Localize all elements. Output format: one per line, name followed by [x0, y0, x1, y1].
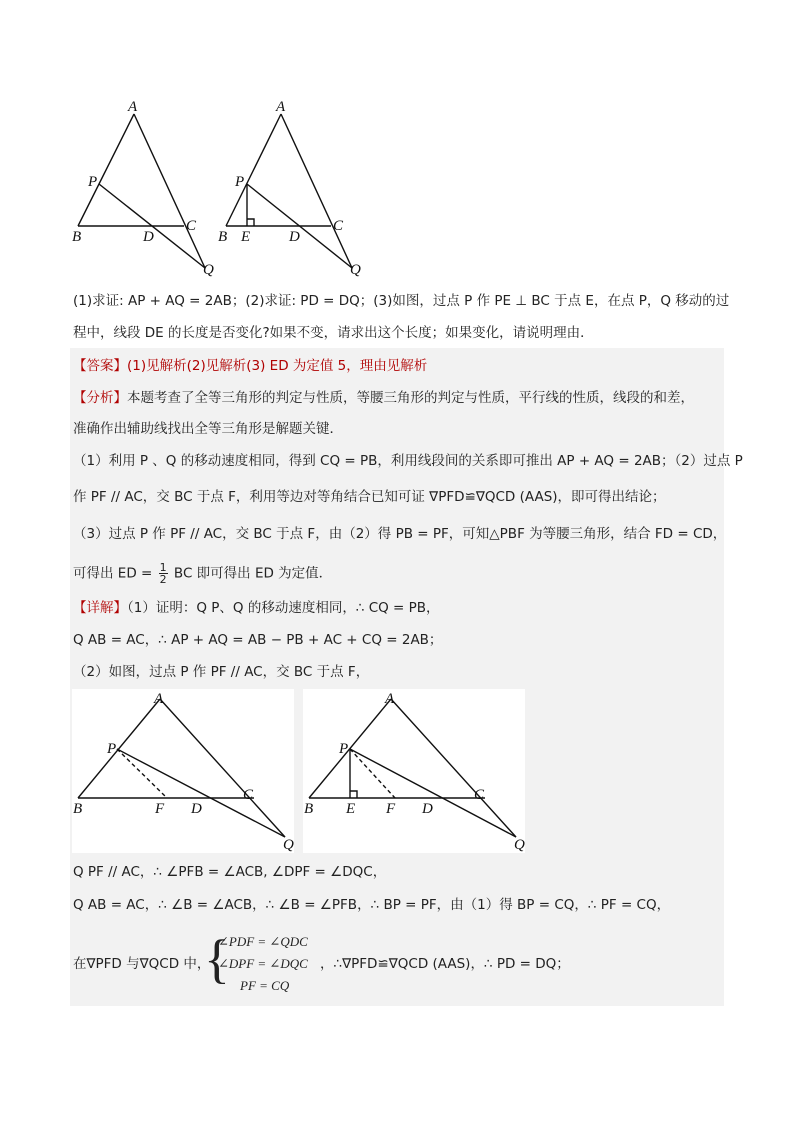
detail-line-6a: 在∇PFD 与∇QCD 中，: [73, 956, 211, 972]
system-eq-1: ∠PDF = ∠QDC: [218, 934, 308, 949]
segment-AQ: [391, 699, 516, 837]
segment-AQ: [160, 699, 285, 837]
analysis-tag: 【分析】: [73, 390, 127, 406]
triangle-diagram-3: [72, 689, 294, 853]
label-B: B: [218, 229, 228, 245]
label-C: C: [186, 218, 197, 234]
analysis-line-6: [73, 562, 332, 585]
label-C: C: [243, 787, 254, 803]
segment-PF-dashed: [117, 749, 167, 798]
analysis-text-1: 本题考查了全等三角形的判定与性质，等腰三角形的判定与性质，平行线的性质，线段的和差，: [127, 390, 694, 406]
label-P: P: [107, 741, 117, 757]
detail-line-2: Q AB = AC，∴ AP + AQ = AB − PB + AC + CQ = 2AB；: [73, 632, 443, 648]
triangle-diagram-4: [303, 689, 525, 853]
label-Q: Q: [350, 262, 361, 278]
label-Q: Q: [283, 837, 294, 853]
label-P: P: [88, 174, 98, 190]
label-B: B: [73, 801, 83, 817]
label-F: F: [155, 801, 165, 817]
fraction-numerator: 1: [159, 561, 167, 574]
question-line-2: 程中，线段 DE 的长度是否变化?如果不变，请求出这个长度；如果变化，请说明理由．: [73, 325, 594, 341]
figure-3: [72, 689, 294, 853]
answer-line: [73, 356, 427, 376]
label-Q: Q: [203, 262, 214, 278]
answer-text: (1)见解析(2)见解析(3) ED 为定值 5，理由见解析: [127, 358, 428, 374]
system-eq-3: PF = CQ: [240, 978, 290, 993]
system-eq-2: ∠DPF = ∠DQC: [218, 956, 308, 971]
label-E: E: [241, 229, 251, 245]
label-B: B: [72, 229, 82, 245]
label-A: A: [276, 99, 286, 115]
figure-2: [215, 98, 375, 280]
answer-tag: 【答案】: [73, 358, 127, 374]
segment-PQ: [350, 749, 516, 837]
analysis-line-3: （1）利用 P 、Q 的移动速度相同，得到 CQ = PB，利用线段间的关系即可推出 AP + AQ = 2AB；（2）过点 P: [73, 453, 743, 469]
question-line-1: (1)求证: AP + AQ = 2AB；(2)求证: PD = DQ；(3)如图，过点 P 作 PE ⊥ BC 于点 E，在点 P，Q 移动的过: [73, 293, 730, 309]
system-brace: {: [204, 929, 230, 989]
label-D: D: [191, 801, 202, 817]
detail-text-1: （1）证明：Q P、Q 的移动速度相同，∴ CQ = PB，: [127, 600, 440, 616]
label-A: A: [385, 691, 395, 707]
label-C: C: [333, 218, 344, 234]
detail-tag: 【详解】: [73, 600, 127, 616]
label-C: C: [474, 787, 485, 803]
fraction-denominator: 2: [159, 573, 167, 586]
label-E: E: [346, 801, 356, 817]
triangle-diagram-2: [215, 98, 375, 280]
analysis-text-6b: BC 即可得出 ED 为定值．: [173, 565, 333, 582]
analysis-line-2: 准确作出辅助线找出全等三角形是解题关键．: [73, 421, 343, 437]
figure-4: [303, 689, 525, 853]
detail-line-6b: ，∴∇PFD≌∇QCD (AAS)，∴ PD = DQ；: [320, 956, 570, 972]
detail-line-5: Q AB = AC，∴ ∠B = ∠ACB，∴ ∠B = ∠PFB，∴ BP = PF，由（1）得 BP = CQ，∴ PF = CQ，: [73, 897, 671, 913]
label-P: P: [339, 741, 349, 757]
analysis-line-4: 作 PF // AC，交 BC 于点 F，利用等边对等角结合已知可证 ∇PFD≌∇QCD (AAS)，即可得出结论；: [73, 489, 666, 505]
detail-line-3: （2）如图，过点 P 作 PF // AC，交 BC 于点 F，: [73, 664, 370, 680]
segment-AB: [78, 699, 160, 798]
label-A: A: [128, 99, 138, 115]
segment-AB: [78, 114, 134, 226]
analysis-text-6a: 可得出 ED =: [73, 565, 153, 582]
label-P: P: [235, 174, 245, 190]
label-D: D: [422, 801, 433, 817]
label-A: A: [154, 691, 164, 707]
analysis-line-5: （3）过点 P 作 PF // AC，交 BC 于点 F，由（2）得 PB = PF，可知△PBF 为等腰三角形，结合 FD = CD，: [73, 526, 727, 542]
fraction-one-half: [159, 562, 168, 585]
detail-line-1: [73, 598, 440, 618]
detail-line-4: Q PF // AC，∴ ∠PFB = ∠ACB, ∠DPF = ∠DQC，: [73, 864, 387, 880]
label-D: D: [143, 229, 154, 245]
segment-PQ: [117, 749, 285, 837]
analysis-line-1: [73, 388, 694, 408]
segment-AB: [226, 114, 281, 226]
right-angle-mark: [247, 219, 254, 226]
label-Q: Q: [514, 837, 525, 853]
figure-1: [70, 98, 230, 280]
triangle-diagram-1: [70, 98, 230, 280]
label-D: D: [289, 229, 300, 245]
label-F: F: [386, 801, 396, 817]
label-B: B: [304, 801, 314, 817]
right-angle-mark: [350, 791, 357, 798]
